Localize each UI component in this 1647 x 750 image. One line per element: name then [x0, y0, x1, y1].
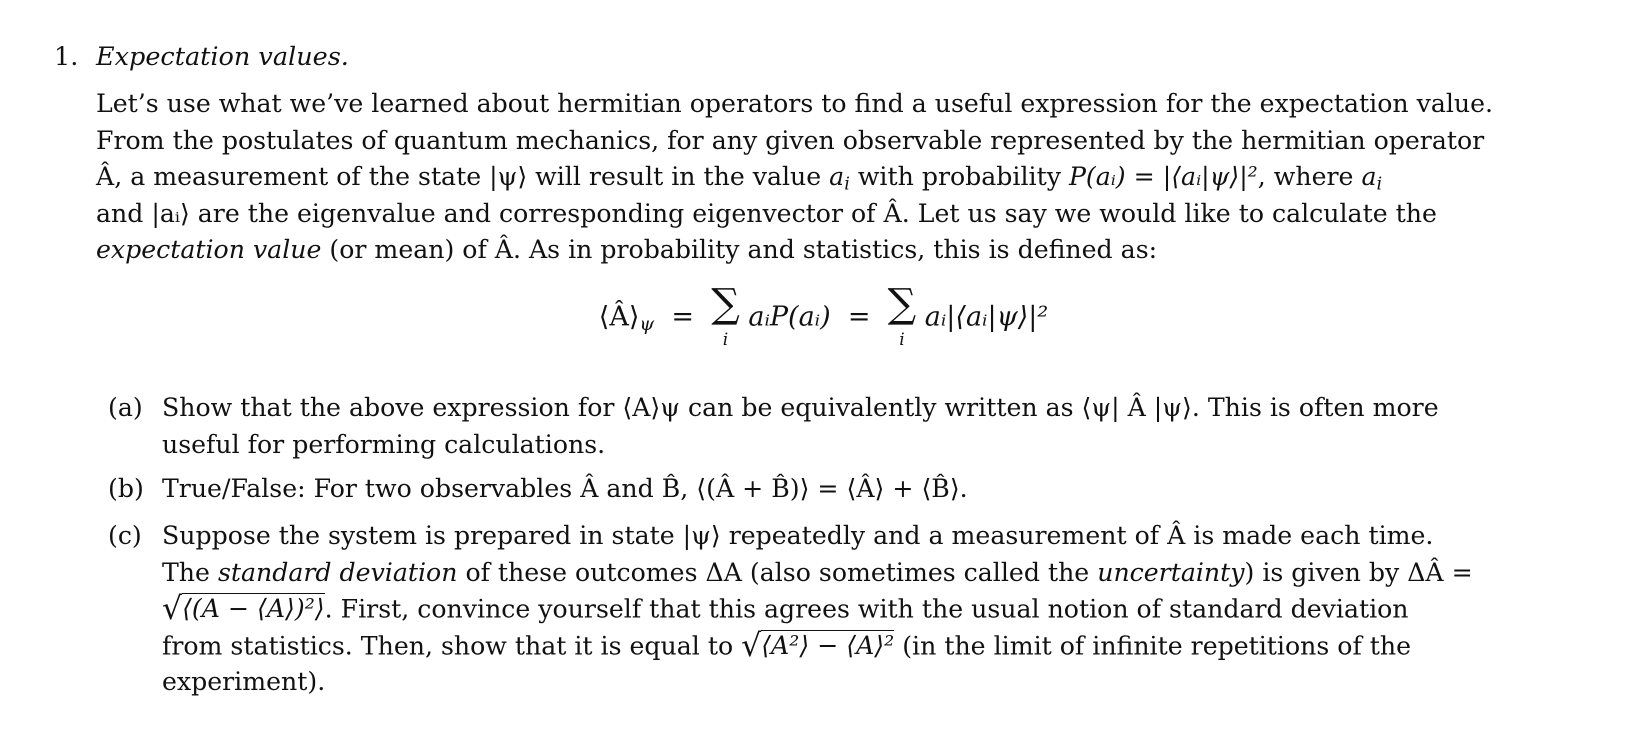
expectation-equation: $⟨Â⟩_\psi$ = ∑ i aᵢP(aᵢ) = ∑ i aᵢ|⟨aᵢ|ψ⟩|²: [598, 281, 1049, 350]
uncertainty-term: uncertainty: [1097, 557, 1245, 587]
part-label: (b): [108, 474, 144, 503]
summation-symbol: ∑ i: [711, 281, 740, 350]
intro-line: expectation value (or mean) of Â. As in probability and statistics, this is defined as:: [96, 235, 1158, 264]
part-label: (c): [108, 521, 142, 550]
standard-deviation-term: standard deviation: [217, 557, 458, 587]
expectation-value-term: expectation value: [96, 235, 322, 264]
sqrt-alt-expression: ⟨A²⟩ − ⟨A⟩²: [761, 630, 895, 660]
intro-line: From the postulates of quantum mechanics, for any given observable represented by the hermitian operator: [96, 125, 1485, 155]
part-b: (b) True/False: For two observables Â and B̂, ⟨(Â + B̂)⟩ = ⟨Â⟩ + ⟨B̂⟩.: [100, 471, 1556, 511]
intro-line: Â, a measurement of the state |ψ⟩ will result in the value $a_i$ with probability P(aᵢ) = |⟨aᵢ|ψ⟩|², where $a_i$: [96, 162, 1383, 195]
intro-line: Let’s use what we’ve learned about hermitian operators to find a useful expression for the expectation value.: [96, 89, 1494, 118]
sqrt-variance-expression: ⟨(A − ⟨A⟩)²⟩: [182, 594, 325, 624]
part-a: (a) Show that the above expression for ⟨A⟩ψ can be equivalently written as ⟨ψ| Â |ψ⟩. This is often more useful for performing calculations.: [100, 390, 1556, 464]
part-c: (c) Suppose the system is prepared in state |ψ⟩ repeatedly and a measurement of Â is made each time. The standard deviation of these outcomes ΔA (also sometimes called the uncertainty) is given by ΔÂ = √⟨(A − ⟨A⟩)²⟩. First, convince yourself that this agrees with the usual notion of standard deviation from statistics. Then, show that it is equal to √⟨A²⟩ − ⟨A⟩² (in the limit of infinite repetitions of the experiment).: [100, 518, 1556, 698]
part-label: (a): [108, 393, 143, 422]
intro-line: and |aᵢ⟩ are the eigenvalue and corresponding eigenvector of Â. Let us say we would like to calculate the: [96, 198, 1437, 228]
summation-symbol: ∑ i: [887, 281, 917, 350]
intro-paragraph: [96, 86, 1552, 269]
problem-title: Expectation values.: [96, 42, 349, 72]
problem-number: 1.: [54, 42, 79, 72]
